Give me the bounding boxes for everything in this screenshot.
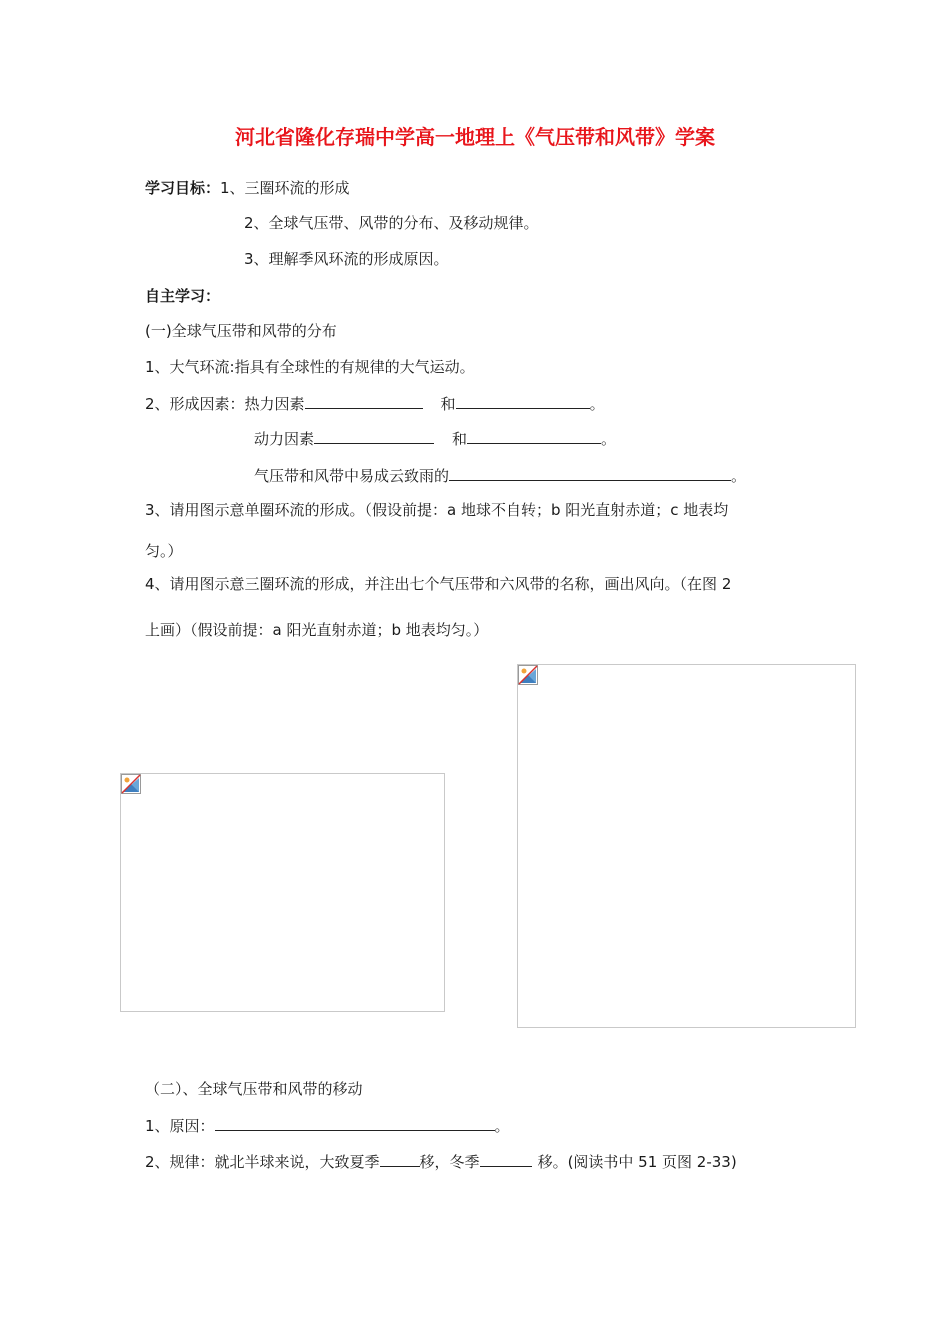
- question-1: 1、大气环流:指具有全球性的有规律的大气运动。: [145, 358, 475, 376]
- reason-label: 1、原因：: [145, 1117, 215, 1135]
- self-study-label: 自主学习：: [145, 287, 221, 305]
- and-label: 和: [440, 395, 456, 413]
- rain-label: 气压带和风带中易成云致雨的: [254, 467, 450, 485]
- rule-label: 2、规律：就北半球来说，大致夏季: [145, 1153, 380, 1171]
- broken-image-icon: [518, 665, 538, 685]
- answer-blank-thermal-2[interactable]: [456, 393, 590, 409]
- answer-blank-summer[interactable]: [380, 1151, 420, 1167]
- figure-2-frame: [517, 664, 856, 1028]
- part2-question-1: [145, 1115, 510, 1136]
- objective-item: 1、三圈环流的形成: [220, 179, 350, 197]
- question-2: [145, 393, 605, 414]
- question-4-line-2: 上画）（假设前提：a 阳光直射赤道；b 地表均匀。）: [145, 621, 489, 639]
- part1-heading: (一)全球气压带和风带的分布: [145, 322, 337, 340]
- question-2-rain: [254, 465, 746, 486]
- period: 。: [494, 1117, 510, 1135]
- question-2-prefix: 2、形成因素：热力因素: [145, 395, 305, 413]
- question-3-line-2: 匀。）: [145, 542, 183, 560]
- period: 。: [601, 430, 617, 448]
- rule-end-text: 移。(阅读书中 51 页图 2-33): [537, 1153, 737, 1171]
- page-title: 河北省隆化存瑞中学高一地理上《气压带和风带》学案: [235, 125, 715, 149]
- answer-blank-dynamic-2[interactable]: [467, 428, 601, 444]
- answer-blank-thermal[interactable]: [305, 393, 423, 409]
- objectives-line-1: [145, 178, 350, 198]
- objective-item: 3、理解季风环流的形成原因。: [244, 250, 449, 268]
- part2-heading: （二）、全球气压带和风带的移动: [145, 1080, 363, 1098]
- objective-item: 2、全球气压带、风带的分布、及移动规律。: [244, 214, 539, 232]
- answer-blank-rain[interactable]: [449, 465, 731, 481]
- period: 。: [589, 395, 605, 413]
- and-label: 和: [452, 430, 468, 448]
- part2-question-2: [145, 1151, 737, 1172]
- answer-blank-reason[interactable]: [215, 1115, 495, 1131]
- question-4-line-1: 4、请用图示意三圈环流的形成，并注出七个气压带和六风带的名称，画出风向。（在图 2: [145, 575, 732, 593]
- dynamic-label: 动力因素: [254, 430, 315, 448]
- question-3-line-1: 3、请用图示意单圈环流的形成。（假设前提：a 地球不自转；b 阳光直射赤道；c 地表均: [145, 501, 729, 519]
- broken-image-icon: [121, 774, 141, 794]
- answer-blank-winter[interactable]: [480, 1151, 532, 1167]
- figure-1-frame: [120, 773, 445, 1012]
- answer-blank-dynamic[interactable]: [314, 428, 434, 444]
- question-2-dynamic: [254, 428, 616, 449]
- objectives-label: 学习目标：: [145, 179, 221, 197]
- rule-mid-text: 移，冬季: [419, 1153, 480, 1171]
- period: 。: [731, 467, 747, 485]
